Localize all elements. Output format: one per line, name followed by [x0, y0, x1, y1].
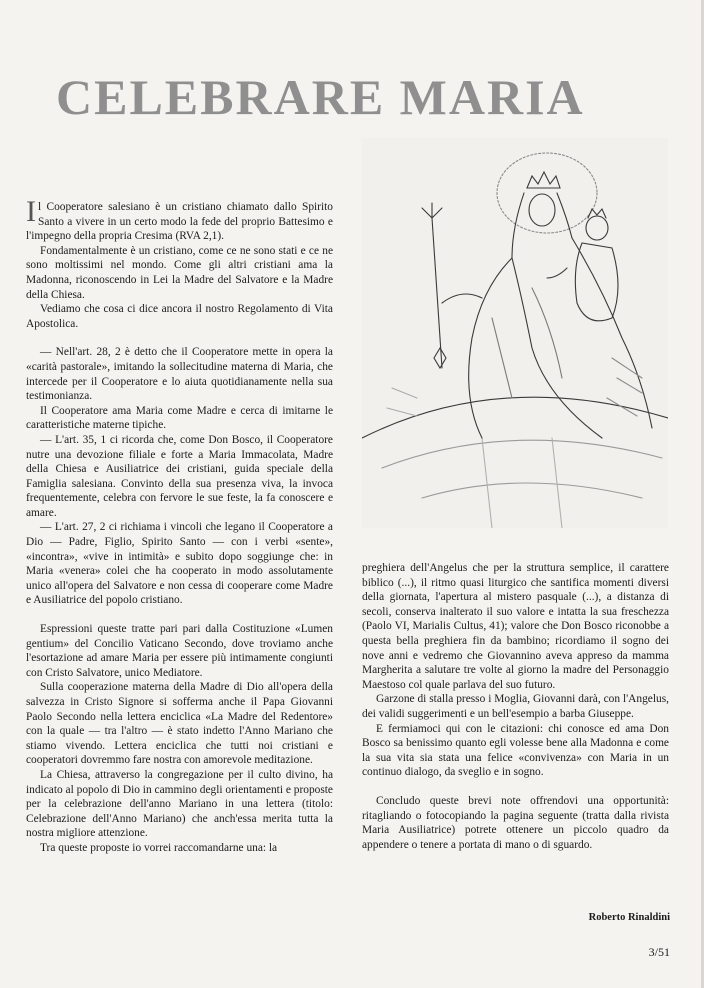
paragraph: La Chiesa, attraverso la congregazione per il culto divino, ha indicato al popolo di Dio in cammino degli orientamenti e proposte per la celebrazione dell'anno Mariano in una lettera (titolo: Celebrazione dell'Anno Mariano) che anch'essa merita tutta la nostra migliore attenzione. — [26, 768, 333, 840]
paragraph: preghiera dell'Angelus che per la struttura semplice, il carattere biblico (...), il ritmo quasi liturgico che santifica momenti diversi della giornata, l'apertura al mistero pasquale (...), a distanza di secoli, conserva inalterato il suo valore e intatta la sua freschezza (Paolo VI, Marialis Cultus, 41); valore che Don Bosco riconobbe a questa bella preghiera fin da bambino; ricordiamo il sogno dei nove anni e vedremo che Giovannino aveva appreso da mamma Margherita a salutare tre volte al giorno la madre del Personaggio Maestoso col quale parlava del suo futuro. — [362, 562, 669, 691]
paragraph: Garzone di stalla presso i Moglia, Giovanni darà, con l'Angelus, dei validi suggerimenti e un bell'esempio a barba Giuseppe. — [362, 693, 669, 720]
madonna-drawing — [362, 138, 668, 528]
paragraph: Fondamentalmente è un cristiano, come ce ne sono stati e ce ne sono moltissimi nel mondo. Come gli altri cristiani ama la Madonna, riconoscendo in Lei la Madre del Salvatore e la Madre della Chiesa. — [26, 244, 333, 301]
page-number: 3/51 — [648, 945, 670, 959]
paragraph: — L'art. 35, 1 ci ricorda che, come Don Bosco, il Cooperatore nutre una devozione filiale e forte a Maria Immacolata, Madre della Chiesa e Ausiliatrice dei cristiani, guida speciale della Famiglia salesiana. Convinto della sua presenza viva, la invoca frequentemente, celebra con fervore le sue feste, la fa conoscere e amare. — [26, 433, 333, 519]
paragraph: Il Cooperatore ama Maria come Madre e cerca di imitarne le caratteristiche materne tipiche. — [26, 404, 333, 432]
globe-outline — [362, 397, 668, 438]
paragraph: Il Cooperatore salesiano è un cristiano chiamato dallo Spirito Santo a vivere in un certo modo la fede del proprio Battesimo e l'impegno della propria Cresima (RVA 2,1). — [26, 195, 333, 243]
child-head — [586, 216, 608, 240]
madonna-illustration — [362, 138, 668, 528]
article-title: CELEBRARE MARIA — [56, 68, 585, 125]
paragraph: E fermiamoci qui con le citazioni: chi conosce ed ama Don Bosco sa benissimo quanto egli volesse bene alla Madonna e come la sua vita sia stata una felice «convivenza» con Maria in un continuo dialogo, da sveglio e in sogno. — [362, 722, 669, 779]
left-column — [26, 195, 333, 856]
paragraph: Sulla cooperazione materna della Madre di Dio all'opera della salvezza in Cristo Signore si sofferma anche il Papa Giovanni Paolo Secondo nella lettera enciclica «La Madre del Redentore» con la quale — tra l'altro — è stato indetto l'Anno Mariano che stiamo vivendo. Lettera enciclica che tutti noi cristiani e cooperatori dovremmo fare nostra con amorevole meditazione. — [26, 681, 333, 767]
halo — [497, 153, 597, 233]
paragraph: Vediamo che cosa ci dice ancora il nostro Regolamento di Vita Apostolica. — [26, 303, 333, 330]
paragraph: — Nell'art. 28, 2 è detto che il Cooperatore mette in opera la «carità pastorale», imitando la sollecitudine materna di Maria, che intercede per il Cooperatore e lo aiuta quotidianamente nella sua testimonianza. — [26, 346, 333, 403]
paragraph: — L'art. 27, 2 ci richiama i vincoli che legano il Cooperatore a Dio — Padre, Figlio, Spirito Santo — con i verbi «sente», «incontra», «vive in intimità» e subito dopo soggiunge che: in Maria «venera» colei che ha cooperato in modo assolutamente unico all'opera del Salvatore e non cessa di cooperare come Madre e Ausiliatrice del popolo cristiano. — [26, 521, 333, 607]
right-column — [362, 561, 669, 852]
paragraph: Tra queste proposte io vorrei raccomandarne una: la — [40, 841, 278, 854]
paragraph: Concludo queste brevi note offrendovi una opportunità: ritagliando o fotocopiando la pagina seguente (tratta dalla rivista Maria Ausiliatrice) potrete ottenere un piccolo quadro da appendere o tenere a portata di mano o di sguardo. — [362, 794, 669, 851]
scepter — [432, 218, 442, 368]
author-signature: Roberto Rinaldini — [588, 912, 670, 923]
crown — [527, 172, 560, 188]
paragraph: Espressioni queste tratte pari pari dalla Costituzione «Lumen gentium» del Concilio Vaticano Secondo, dove troviamo anche l'esortazione ad amare Maria per essere più intimamente congiunti con Cristo Salvatore, unico Mediatore. — [26, 623, 333, 679]
drop-cap: I — [26, 195, 36, 228]
